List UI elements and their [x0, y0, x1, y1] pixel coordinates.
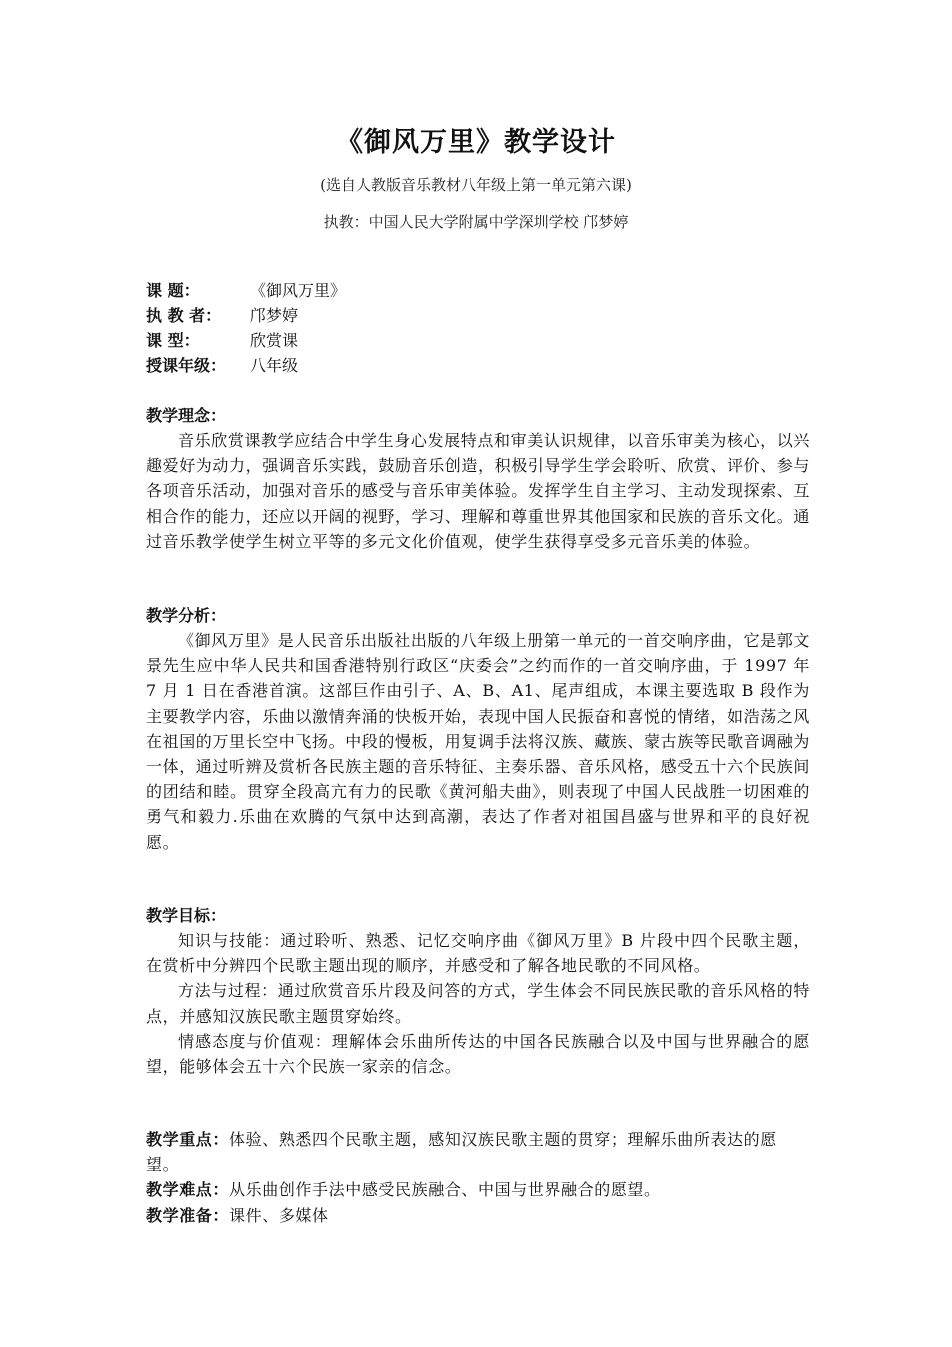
difficulty-label: 教学难点： [146, 1180, 230, 1200]
section-heading: 教学目标： [146, 906, 227, 925]
meta-label: 执 教 者： [146, 306, 222, 325]
difficulty-text: 从乐曲创作手法中感受民族融合、中国与世界融合的愿望。 [229, 1180, 661, 1200]
meta-label: 课 型： [146, 331, 200, 350]
section-heading: 教学分析： [146, 606, 227, 625]
document-title: 《御风万里》教学设计 [336, 127, 616, 158]
section-paragraph: 《御风万里》是人民音乐出版社出版的八年级上册第一单元的一首交响序曲，它是郭文景先生应中华人民共和国香港特别行政区“庆委会”之约而作的一首交响序曲，于 1997 年 7 月 1 日在香港首演。这部巨作由引子、A、B、A1、尾声组成，本课主要选取 B 段作为主要教学内容，乐曲以激情奔涌的快板开始，表现中国人民振奋和喜悦的情绪，如浩荡之风在祖国的万里长空中飞扬。中段的慢板，用复调手法将汉族、藏族、蒙古族等民歌音调融为一体，通过听辨及赏析各民族主题的音乐特征、主奏乐器、音乐风格，感受五十六个民族间的团结和睦。贯穿全段高亢有力的民歌《黄河船夫曲》，则表现了中国人民战胜一切困难的勇气和毅力.乐曲在欢腾的气氛中达到高潮，表达了作者对祖国昌盛与世界和平的良好祝愿。 [146, 631, 811, 852]
focus-text: 体验、熟悉四个民歌主题，感知汉族民歌主题的贯穿；理解乐曲所表达的愿望。 [146, 1130, 777, 1175]
meta-value: 八年级 [250, 356, 299, 375]
meta-row-teacher [146, 303, 806, 328]
section-analysis [146, 603, 810, 855]
focus-label: 教学重点： [146, 1130, 230, 1149]
section-keypoints [146, 1127, 810, 1228]
section-heading: 教学理念： [146, 406, 227, 425]
meta-value: 邝梦婷 [250, 306, 299, 325]
lesson-info [146, 278, 806, 378]
meta-row-grade [146, 353, 806, 378]
focus-line [146, 1127, 810, 1177]
section-goals [146, 903, 810, 1079]
meta-label: 授课年级： [146, 356, 227, 375]
meta-row-type [146, 328, 806, 353]
document-subtitle: (选自人教版音乐教材八年级上第一单元第六课) [320, 176, 632, 194]
section-paragraph: 音乐欣赏课教学应结合中学生身心发展特点和审美认识规律，以音乐审美为核心，以兴趣爱好为动力，强调音乐实践，鼓励音乐创造，积极引导学生学会聆听、欣赏、评价、参与各项音乐活动，加强对音乐的感受与音乐审美体验。发挥学生自主学习、主动发现探索、互相合作的能力，还应以开阔的视野，学习、理解和尊重世界其他国家和民族的音乐文化。通过音乐教学使学生树立平等的多元文化价值观，使学生获得享受多元音乐美的体验。 [146, 431, 811, 551]
goal-knowledge: 知识与技能：通过聆听、熟悉、记忆交响序曲《御风万里》B 片段中四个民歌主题，在赏析中分辨四个民歌主题出现的顺序，并感受和了解各地民歌的不同风格。 [146, 931, 810, 976]
difficulty-line [146, 1177, 810, 1202]
teacher-line: 执教：中国人民大学附属中学深圳学校 邝梦婷 [323, 213, 629, 231]
section-philosophy [146, 403, 810, 554]
meta-value: 《御风万里》 [250, 281, 347, 300]
goal-method: 方法与过程：通过欣赏音乐片段及问答的方式，学生体会不同民族民歌的音乐风格的特点，并感知汉族民歌主题贯穿始终。 [146, 981, 810, 1026]
meta-row-topic [146, 278, 806, 303]
meta-value: 欣赏课 [250, 331, 299, 350]
goal-emotion: 情感态度与价值观：理解体会乐曲所传达的中国各民族融合以及中国与世界融合的愿望，能够体会五十六个民族一家亲的信念。 [146, 1031, 810, 1077]
meta-label: 课 题： [146, 281, 200, 300]
prep-text: 课件、多媒体 [229, 1205, 329, 1225]
prep-label: 教学准备： [146, 1205, 230, 1225]
prep-line [146, 1203, 810, 1228]
